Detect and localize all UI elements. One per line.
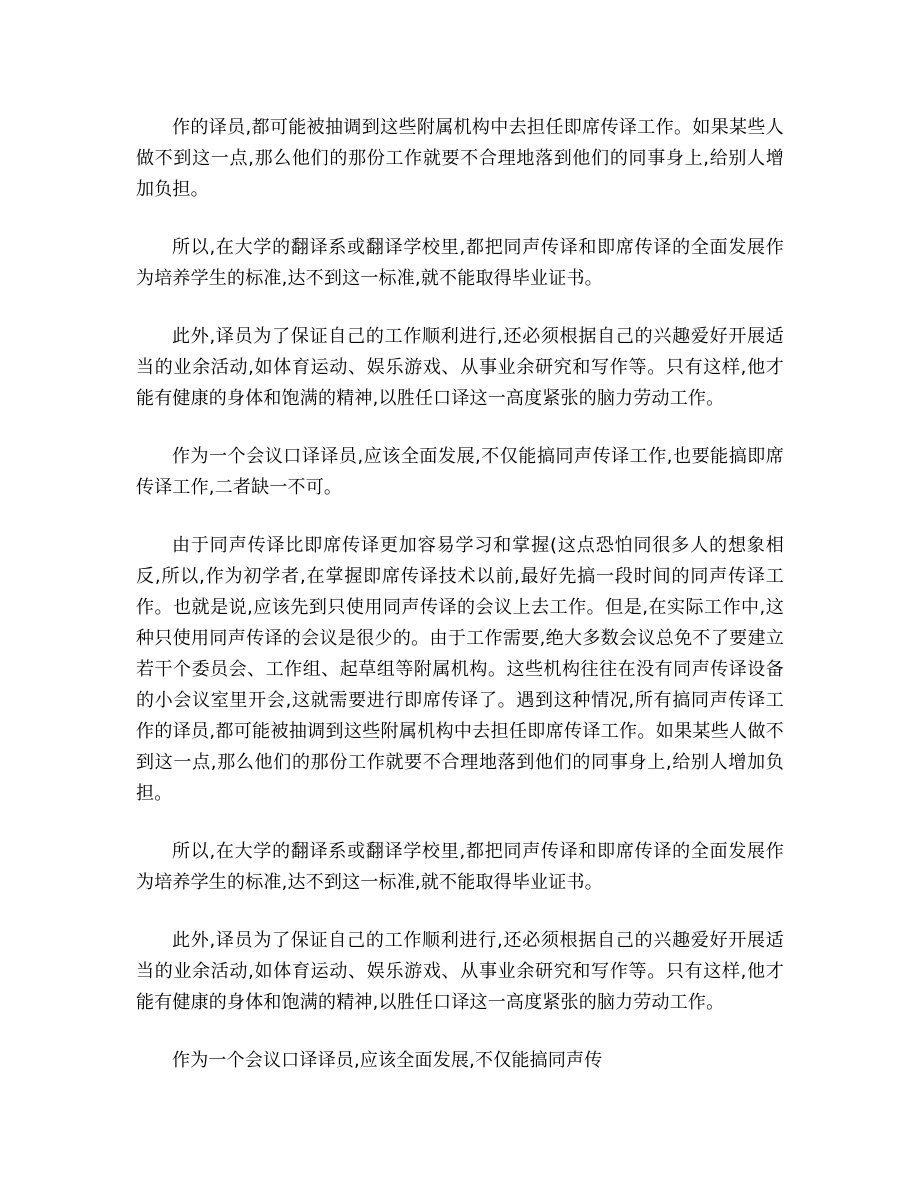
paragraph: 所以,在大学的翻译系或翻译学校里,都把同声传译和即席传译的全面发展作为培养学生的标准,达不到这一标准,就不能取得毕业证书。 [136, 237, 784, 289]
paragraph: 此外,译员为了保证自己的工作顺利进行,还必须根据自己的兴趣爱好开展适当的业余活动,如体育运动、娱乐游戏、从事业余研究和写作等。只有这样,他才能有健康的身体和饱满的精神,以胜任口译这一高度紧张的脑力劳动工作。 [136, 326, 784, 409]
paragraph: 此外,译员为了保证自己的工作顺利进行,还必须根据自己的兴趣爱好开展适当的业余活动,如体育运动、娱乐游戏、从事业余研究和写作等。只有这样,他才能有健康的身体和饱满的精神,以胜任口译这一高度紧张的脑力劳动工作。 [136, 930, 784, 1013]
paragraph: 作为一个会议口译译员,应该全面发展,不仅能搞同声传译工作,也要能搞即席传译工作,二者缺一不可。 [136, 446, 784, 498]
paragraph: 所以,在大学的翻译系或翻译学校里,都把同声传译和即席传译的全面发展作为培养学生的标准,达不到这一标准,就不能取得毕业证书。 [136, 841, 784, 893]
document-body [136, 112, 784, 1103]
paragraph: 由于同声传译比即席传译更加容易学习和掌握(这点恐怕同很多人的想象相反,所以,作为初学者,在掌握即席传译技术以前,最好先搞一段时间的同声传译工作。也就是说,应该先到只使用同声传译的会议上去工作。但是,在实际工作中,这种只使用同声传译的会议是很少的。由于工作需要,绝大多数会议总免不了要建立若干个委员会、工作组、起草组等附属机构。这些机构往往在没有同声传译设备的小会议室里开会,这就需要进行即席传译了。遇到这种情况,所有搞同声传译工作的译员,都可能被抽调到这些附属机构中去担任即席传译工作。如果某些人做不到这一点,那么他们的那份工作就要不合理地落到他们的同事身上,给别人增加负担。 [136, 535, 784, 804]
paragraph: 作为一个会议口译译员,应该全面发展,不仅能搞同声传 [172, 1050, 603, 1071]
paragraph: 作的译员,都可能被抽调到这些附属机构中去担任即席传译工作。如果某些人做不到这一点,那么他们的那份工作就要不合理地落到他们的同事身上,给别人增加负担。 [136, 117, 784, 200]
